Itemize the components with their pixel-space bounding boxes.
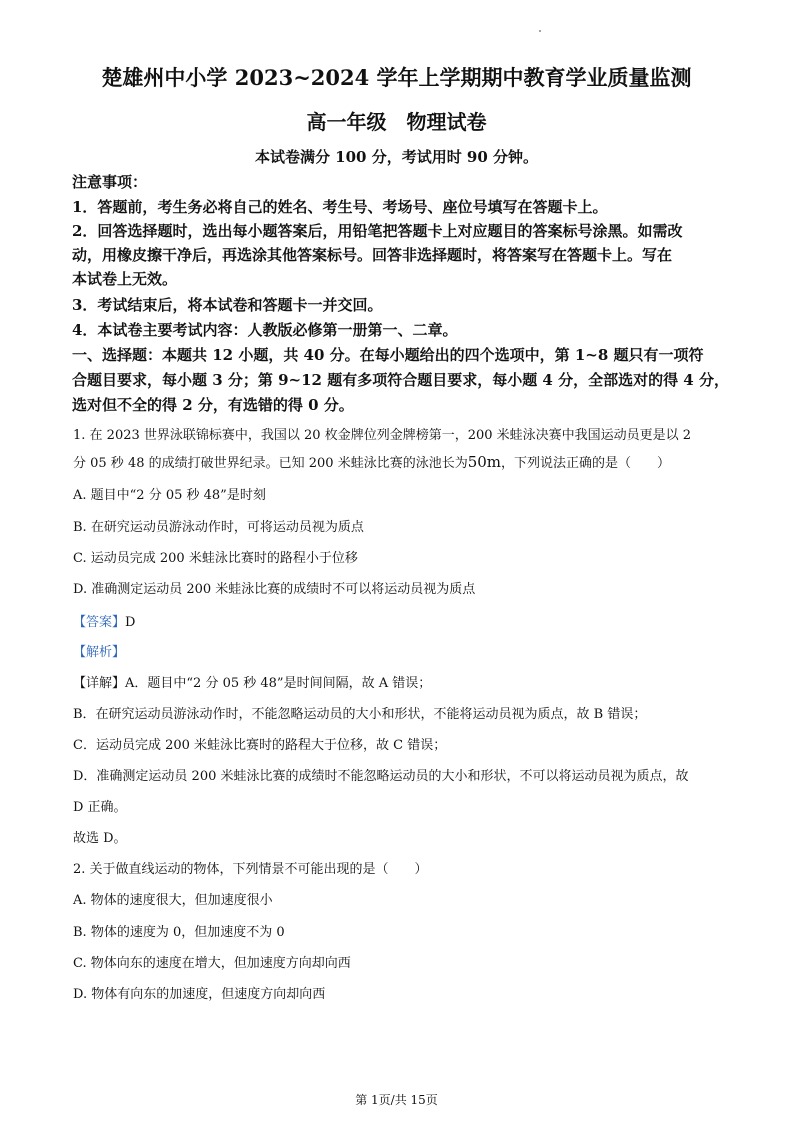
note-line: 本试卷上无效。 [72, 270, 178, 288]
note-line: 动，用橡皮擦干净后，再选涂其他答案标号。回答非选择题时，将答案写在答题卡上。写在 [72, 246, 673, 264]
page-number: 第 1页/共 15页 [355, 1093, 438, 1107]
section-instruction: 一、选择题：本题共 12 小题，共 40 分。在每小题给出的四个选项中，第 1~8 题只有一项符 [72, 346, 704, 364]
option-b: B. 在研究运动员游泳动作时，可将运动员视为质点 [73, 520, 364, 535]
option-d: D. 准确测定运动员 200 米蛙泳比赛的成绩时不可以将运动员视为质点 [73, 582, 476, 597]
question-1-stem: 1. 在 2023 世界泳联锦标赛中，我国以 20 枚金牌位列金牌榜第一，200 米蛙泳决赛中我国运动员更是以 2 [73, 428, 692, 443]
note-line: 1．答题前，考生务必将自己的姓名、考生号、考场号、座位号填写在答题卡上。 [72, 198, 608, 216]
detail-line: B．在研究运动员游泳动作时，不能忽略运动员的大小和形状，不能将运动员视为质点，故 B 错误； [73, 707, 647, 722]
q2-option-d: D. 物体有向东的加速度，但速度方向却向西 [73, 987, 326, 1002]
conclusion-line: 故选 D。 [73, 831, 127, 846]
question-1-text: 分 05 秒 48 的成绩打破世界纪录。已知 200 米蛙泳比赛的泳池长为 [73, 456, 468, 471]
analysis-tag: 【解析】 [73, 645, 126, 660]
note-line: 2．回答选择题时，选出每小题答案后，用铅笔把答题卡上对应题目的答案标号涂黑。如需改 [72, 222, 683, 240]
pool-length-value: 50m [467, 453, 502, 471]
analysis-line [73, 641, 125, 660]
detail-line: D 正确。 [73, 800, 127, 815]
question-2-stem: 2. 关于做直线运动的物体，下列情景不可能出现的是（ ） [73, 862, 428, 877]
answer-value: D [125, 615, 136, 630]
option-c: C. 运动员完成 200 米蛙泳比赛时的路程小于位移 [73, 551, 358, 566]
exam-info: 本试卷满分 100 分，考试用时 90 分钟。 [254, 148, 539, 166]
detail-line [73, 672, 431, 691]
option-a: A. 题目中“2 分 05 秒 48”是时刻 [73, 488, 266, 503]
note-line: 3．考试结束后，将本试卷和答题卡一并交回。 [72, 296, 383, 314]
detail-line: C．运动员完成 200 米蛙泳比赛时的路程大于位移，故 C 错误； [73, 738, 447, 753]
section-instruction: 合题目要求，每小题 3 分；第 9~12 题有多项符合题目要求，每小题 4 分，全部选对的得 4 分， [72, 371, 729, 389]
notes-heading: 注意事项： [72, 173, 148, 191]
question-1-prompt: ，下列说法正确的是（ ） [501, 456, 671, 471]
section-instruction: 选对但不全的得 2 分，有选错的得 0 分。 [72, 396, 354, 414]
detail-tag: 【详解】 [73, 676, 126, 691]
detail-line: D．准确测定运动员 200 米蛙泳比赛的成绩时不能忽略运动员的大小和形状，不可以将运动员视为质点，故 [73, 769, 689, 784]
q2-option-b: B. 物体的速度为 0，但加速度不为 0 [73, 925, 285, 940]
answer-tag: 【答案】 [73, 615, 126, 630]
answer-line [73, 611, 135, 630]
detail-text: A．题目中“2 分 05 秒 48”是时间间隔，故 A 错误； [125, 676, 432, 691]
q2-option-c: C. 物体向东的速度在增大，但加速度方向却向西 [73, 956, 351, 971]
exam-subtitle: 高一年级 物理试卷 [306, 110, 487, 134]
note-line: 4．本试卷主要考试内容：人教版必修第一册第一、二章。 [72, 321, 458, 339]
question-1-stem-cont [73, 452, 670, 471]
q2-option-a: A. 物体的速度很大，但加速度很小 [73, 893, 273, 908]
scan-dot [539, 30, 541, 32]
exam-title: 楚雄州中小学 2023~2024 学年上学期期中教育学业质量监测 [101, 65, 692, 90]
